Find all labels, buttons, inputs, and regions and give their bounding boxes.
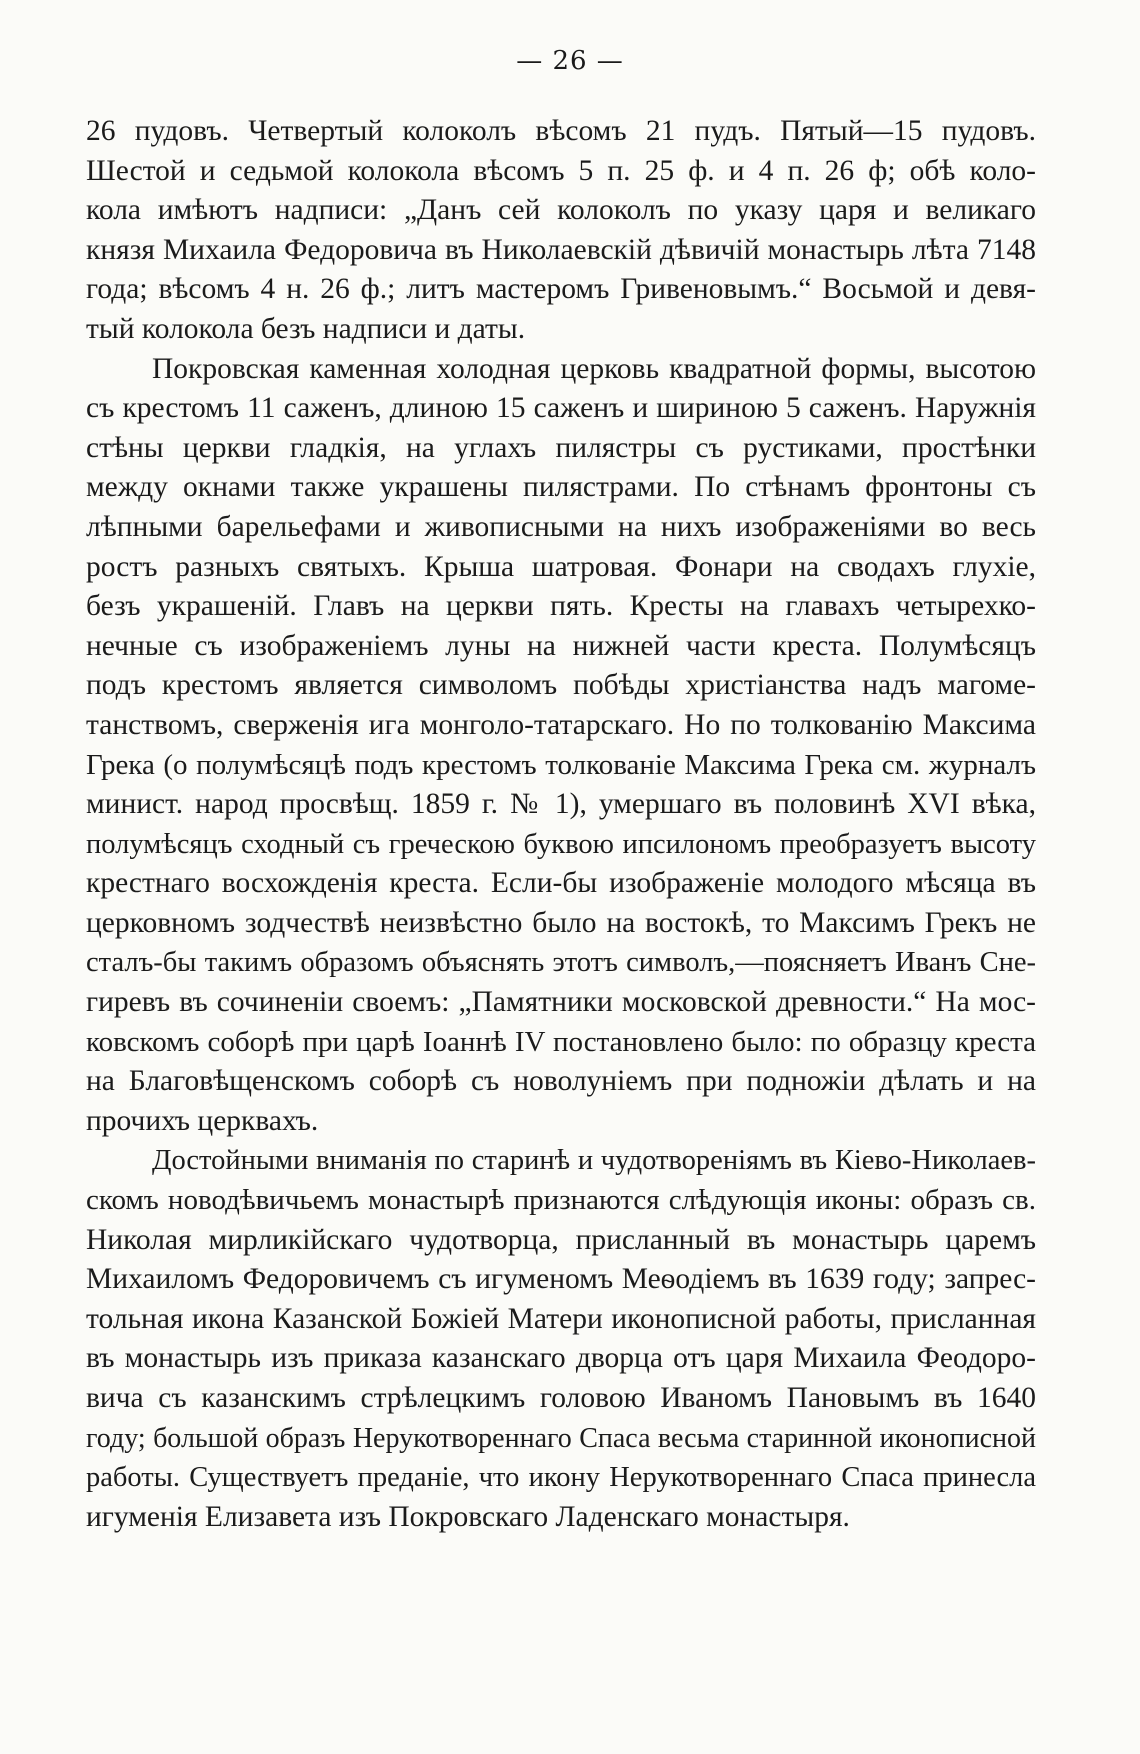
text-line: на Благовѣщенскомъ соборѣ съ новолуніемъ при подножіи дѣлать и на bbox=[86, 1065, 1036, 1098]
paragraph-icons bbox=[86, 1141, 1036, 1537]
text-line: тый колокола безъ надписи и даты. bbox=[86, 312, 526, 345]
text-line: князя Михаила Федоровича въ Николаевскій дѣвичій монастырь лѣта 7148 bbox=[86, 233, 1036, 266]
text-line: танствомъ, сверженія ига монголо-татарскаго. Но по толкованію Максима bbox=[86, 708, 1036, 741]
text-line: работы. Существуетъ преданіе, что икону Нерукотвореннаго Спаса принесла bbox=[86, 1462, 1036, 1494]
text-line: въ монастырь изъ приказа казанскаго дворца отъ царя Михаила Феодоро- bbox=[86, 1342, 1036, 1375]
text-line: вича съ казанскимъ стрѣлецкимъ головою Иваномъ Пановымъ въ 1640 bbox=[86, 1382, 1036, 1414]
paragraph-bells bbox=[86, 112, 1036, 350]
text-line: крестнаго восхожденія креста. Если-бы изображеніе молодого мѣсяца въ bbox=[86, 867, 1036, 900]
text-line: 26 пудовъ. Четвертый колоколъ вѣсомъ 21 пудъ. Пятый—15 пудовъ. bbox=[86, 115, 1036, 147]
text-line: тольная икона Казанской Божіей Матери иконописной работы, присланная bbox=[86, 1302, 1036, 1335]
text-line: церковномъ зодчествѣ неизвѣстно было на востокѣ, то Максимъ Грекъ не bbox=[86, 906, 1036, 939]
text-line: подъ крестомъ является символомъ побѣды христіанства надъ магоме- bbox=[86, 669, 1036, 702]
text-line: игуменія Елизавета изъ Покровскаго Ладенскаго монастыря. bbox=[86, 1500, 850, 1533]
text-line: безъ украшеній. Главъ на церкви пять. Кресты на главахъ четырехко- bbox=[86, 590, 1036, 623]
text-line: года; вѣсомъ 4 н. 26 ф.; литъ мастеромъ Гривеновымъ.“ Восьмой и девя- bbox=[86, 273, 1036, 306]
text-line: ковскомъ соборѣ при царѣ Іоаннѣ IV постановлено было: по образцу креста bbox=[86, 1025, 1036, 1058]
text-line: гиревъ въ сочиненіи своемъ: „Памятники московской древности.“ На мос- bbox=[86, 986, 1036, 1019]
text-line: кола имѣютъ надписи: „Данъ сей колоколъ по указу царя и великаго bbox=[86, 194, 1036, 227]
text-line: Грека (о полумѣсяцѣ подъ крестомъ толкованіе Максима Грека см. журналъ bbox=[86, 748, 1036, 781]
paragraph-pokrovskaya-church bbox=[86, 350, 1036, 1142]
text-line: съ крестомъ 11 саженъ, длиною 15 саженъ и шириною 5 саженъ. Наружнія bbox=[86, 392, 1036, 425]
text-line: минист. народ просвѣщ. 1859 г. № 1), умершаго въ половинѣ XVI вѣка, bbox=[86, 788, 1036, 821]
text-line: лѣпными барельефами и живописными на нихъ изображеніями во весь bbox=[86, 510, 1036, 543]
text-line: Шестой и седьмой колокола вѣсомъ 5 п. 25 ф. и 4 п. 26 ф; обѣ коло- bbox=[86, 154, 1036, 187]
text-line: Достойными вниманія по старинѣ и чудотвореніямъ въ Кіево-Николаев- bbox=[152, 1145, 1036, 1177]
body-text bbox=[86, 112, 1036, 1537]
text-line: прочихъ церквахъ. bbox=[86, 1104, 319, 1137]
text-line: между окнами также украшены пилястрами. По стѣнамъ фронтоны съ bbox=[86, 471, 1036, 504]
text-line: сталъ-бы такимъ образомъ объяснять этотъ символъ,—поясняетъ Иванъ Сне- bbox=[86, 947, 1036, 979]
text-line: Покровская каменная холодная церковь квадратной формы, высотою bbox=[152, 352, 1036, 385]
text-line: Николая мирликійскаго чудотворца, присланный въ монастырь царемъ bbox=[86, 1223, 1036, 1256]
text-line: скомъ новодѣвичьемъ монастырѣ признаются слѣдующія иконы: образъ св. bbox=[86, 1184, 1036, 1217]
text-line: стѣны церкви гладкія, на углахъ пилястры съ рустиками, простѣнки bbox=[86, 431, 1036, 464]
text-line: полумѣсяцъ сходный съ греческою буквою ипсилономъ преобразуетъ высоту bbox=[86, 828, 1036, 860]
page-number: — 26 — bbox=[516, 46, 624, 76]
text-line: году; большой образъ Нерукотвореннаго Спаса весьма старинной иконописной bbox=[86, 1422, 1036, 1454]
text-line: Михаиломъ Федоровичемъ съ игуменомъ Меѳодіемъ въ 1639 году; запрес- bbox=[86, 1263, 1036, 1296]
text-line: ростъ разныхъ святыхъ. Крыша шатровая. Фонари на сводахъ глухіе, bbox=[86, 550, 1036, 583]
text-line: нечные съ изображеніемъ луны на нижней части креста. Полумѣсяцъ bbox=[86, 629, 1036, 662]
